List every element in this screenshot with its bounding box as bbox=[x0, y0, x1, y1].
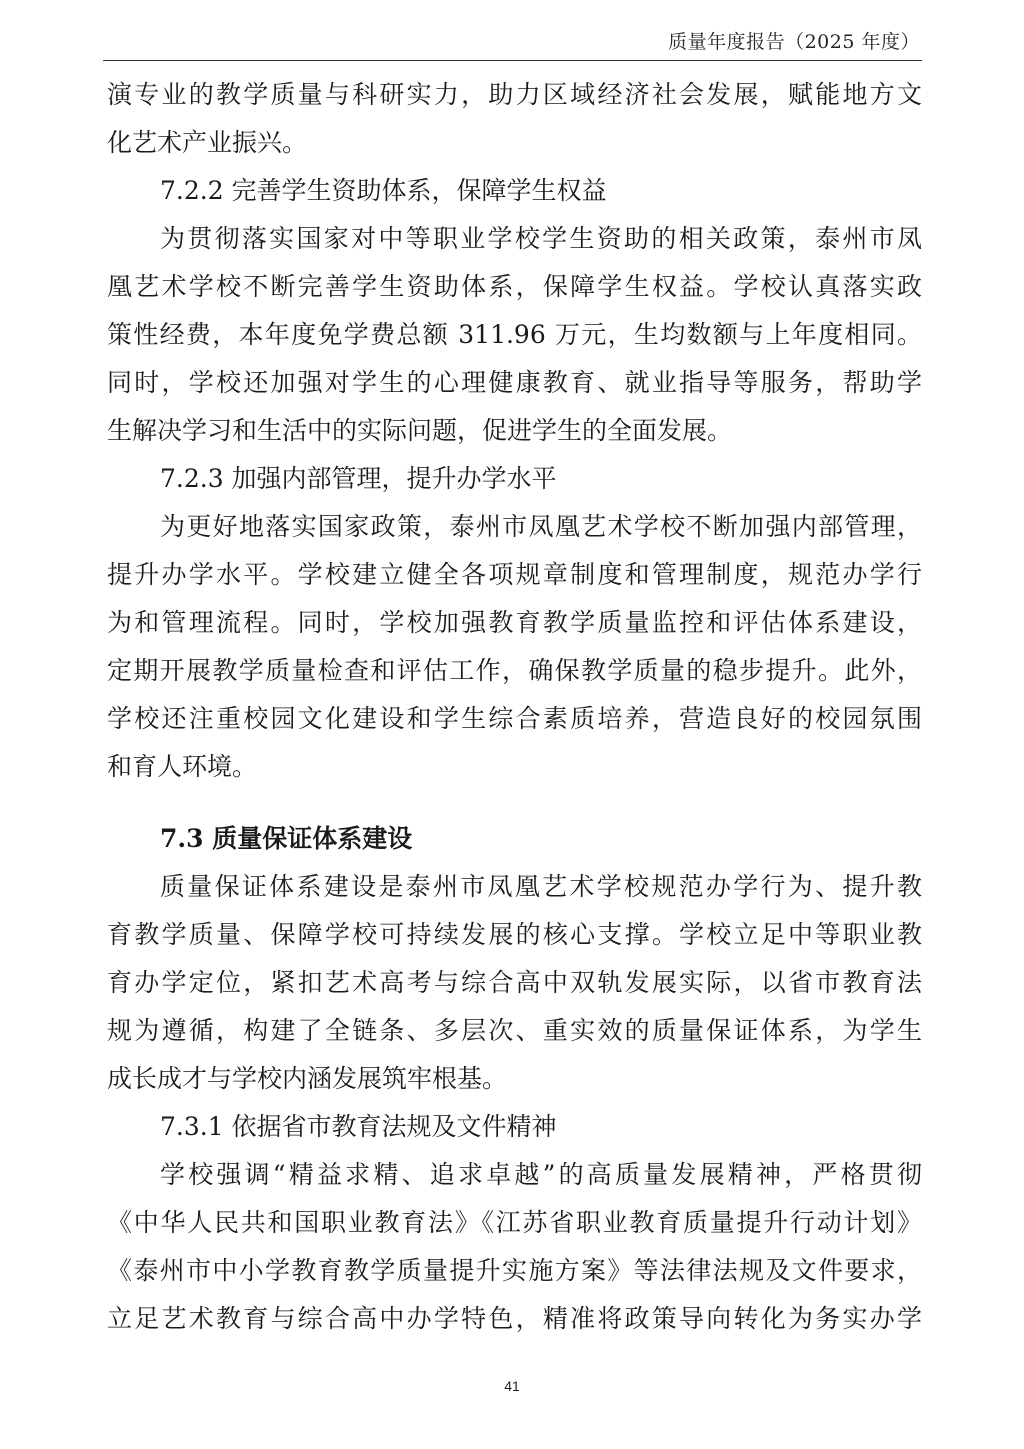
text-line: 学校还注重校园文化建设和学生综合素质培养，营造良好的校园氛围 bbox=[107, 704, 922, 733]
text-line: 同时，学校还加强对学生的心理健康教育、就业指导等服务，帮助学 bbox=[107, 368, 922, 397]
section-7-3-1 bbox=[107, 1103, 922, 1343]
text-line: 立足艺术教育与综合高中办学特色，精准将政策导向转化为务实办学 bbox=[107, 1304, 922, 1333]
subsection-heading: 7.2.3 加强内部管理，提升办学水平 bbox=[160, 464, 557, 493]
subsection-heading: 7.2.2 完善学生资助体系，保障学生权益 bbox=[160, 176, 607, 205]
text-line: 凰艺术学校不断完善学生资助体系，保障学生权益。学校认真落实政 bbox=[107, 272, 922, 301]
text-line: 质量保证体系建设是泰州市凤凰艺术学校规范办学行为、提升教 bbox=[160, 872, 922, 901]
text-line: 定期开展教学质量检查和评估工作，确保教学质量的稳步提升。此外， bbox=[107, 656, 922, 685]
text-line: 化艺术产业振兴。 bbox=[107, 128, 308, 157]
section-7-2-2 bbox=[107, 167, 922, 455]
running-header: 质量年度报告（2025 年度） bbox=[668, 31, 920, 53]
section-7-2-3 bbox=[107, 455, 922, 791]
text-line: 为贯彻落实国家对中等职业学校学生资助的相关政策，泰州市凤 bbox=[160, 224, 922, 253]
subsection-heading: 7.3.1 依据省市教育法规及文件精神 bbox=[160, 1112, 557, 1141]
text-line: 育办学定位，紧扣艺术高考与综合高中双轨发展实际，以省市教育法 bbox=[107, 968, 922, 997]
text-line: 学校强调“精益求精、追求卓越”的高质量发展精神，严格贯彻 bbox=[160, 1160, 922, 1189]
text-line: 为和管理流程。同时，学校加强教育教学质量监控和评估体系建设， bbox=[107, 608, 922, 637]
intro-paragraph bbox=[107, 71, 922, 167]
section-7-3 bbox=[107, 815, 922, 1103]
text-line: 演专业的教学质量与科研实力，助力区域经济社会发展，赋能地方文 bbox=[107, 80, 922, 109]
text-line: 《中华人民共和国职业教育法》《江苏省职业教育质量提升行动计划》 bbox=[107, 1208, 922, 1237]
text-line: 成长成才与学校内涵发展筑牢根基。 bbox=[107, 1064, 508, 1093]
header-divider bbox=[103, 60, 922, 61]
text-line: 规为遵循，构建了全链条、多层次、重实效的质量保证体系，为学生 bbox=[107, 1016, 922, 1045]
text-line: 为更好地落实国家政策，泰州市凤凰艺术学校不断加强内部管理， bbox=[160, 512, 922, 541]
text-line: 《泰州市中小学教育教学质量提升实施方案》等法律法规及文件要求， bbox=[107, 1256, 922, 1285]
document-body bbox=[107, 71, 922, 1343]
text-line: 提升办学水平。学校建立健全各项规章制度和管理制度，规范办学行 bbox=[107, 560, 922, 589]
text-line: 策性经费，本年度免学费总额 311.96 万元，生均数额与上年度相同。 bbox=[107, 320, 922, 349]
text-line: 育教学质量、保障学校可持续发展的核心支撑。学校立足中等职业教 bbox=[107, 920, 922, 949]
section-heading: 7.3 质量保证体系建设 bbox=[160, 824, 413, 853]
text-line: 和育人环境。 bbox=[107, 752, 258, 781]
text-line: 生解决学习和生活中的实际问题，促进学生的全面发展。 bbox=[107, 416, 733, 445]
page-number: 41 bbox=[504, 1378, 520, 1394]
